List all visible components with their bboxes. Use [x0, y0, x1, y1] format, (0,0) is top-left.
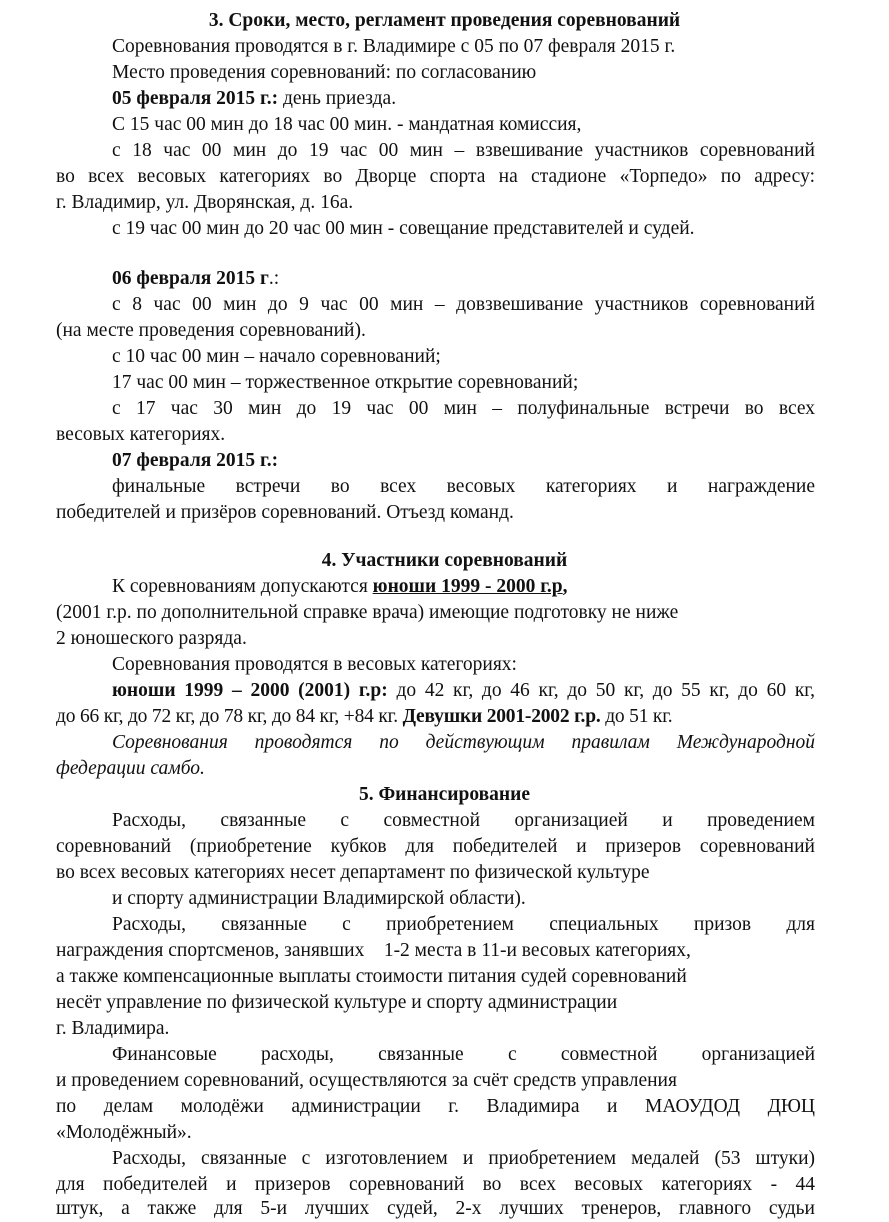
paragraph-line: для победителей и призеров соревнований во всех весовых категориях - 44 [56, 1174, 815, 1195]
paragraph-line: г. Владимир, ул. Дворянская, д. 16а. [56, 192, 354, 213]
date-label: 05 февраля 2015 г.: [112, 88, 279, 109]
paragraph-line: во всех весовых категориях несет департамент по физической культуре [56, 862, 650, 883]
date-line-feb-06 [112, 266, 279, 292]
rules-note-text: Соревнования проводятся по действующим правилам Международной [112, 732, 815, 753]
paragraph-line: (2001 г.р. по дополнительной справке врача) имеющие подготовку не ниже [56, 602, 679, 623]
paragraph-line: Финансовые расходы, связанные с совместной организацией [112, 1044, 815, 1065]
paragraph-line: соревнований (приобретение кубков для победителей и призеров соревнований [56, 836, 815, 857]
paragraph-text: до 42 кг, до 46 кг, до 50 кг, до 55 кг, до 60 кг, [387, 680, 815, 701]
paragraph-line: финальные встречи во всех весовых категориях и награждение [112, 476, 815, 497]
section-5-heading: 5. Финансирование [358, 784, 531, 805]
date-label: 07 февраля 2015 г.: [112, 450, 279, 471]
paragraph-line: 17 час 00 мин – торжественное открытие соревнований; [112, 372, 579, 393]
paragraph-line: штук, а также для 5-и лучших судей, 2-х лучших тренеров, главного судьи [56, 1198, 815, 1219]
paragraph-text: до 66 кг, до 72 кг, до 78 кг, до 84 кг, +84 кг. [56, 706, 403, 727]
paragraph-text: К соревнованиям допускаются [112, 576, 373, 597]
date-line-feb-07 [112, 448, 278, 474]
paragraph-line: Расходы, связанные с совместной организацией и проведением [112, 810, 815, 831]
paragraph-line: с 17 час 30 мин до 19 час 00 мин – полуфинальные встречи во всех [112, 398, 815, 419]
paragraph-line: а также компенсационные выплаты стоимости питания судей соревнований [56, 966, 687, 987]
weight-categories-line [112, 678, 815, 704]
paragraph-text: до 51 кг. [600, 706, 673, 727]
paragraph-line: с 8 час 00 мин до 9 час 00 мин – довзвешивание участников соревнований [112, 294, 815, 315]
paragraph-line: Соревнования проводятся в весовых категориях: [112, 654, 517, 675]
age-group-highlight: юноши 1999 - 2000 г.р [372, 576, 563, 597]
paragraph-text: .: [268, 268, 280, 289]
paragraph-text: день приезда. [278, 88, 397, 109]
paragraph-line [112, 574, 568, 600]
paragraph-line: (на месте проведения соревнований). [56, 320, 366, 341]
paragraph-line: и проведением соревнований, осуществляются за счёт средств управления [56, 1070, 677, 1091]
paragraph-text: , [562, 576, 568, 597]
weight-categories-line [56, 704, 672, 730]
paragraph-line: 2 юношеского разряда. [56, 628, 247, 649]
paragraph-line: с 10 час 00 мин – начало соревнований; [112, 346, 441, 367]
rules-note-text: федерации самбо. [56, 758, 205, 779]
paragraph-line: награждения спортсменов, занявших 1-2 места в 11-и весовых категориях, [56, 940, 691, 961]
section-4-heading: 4. Участники соревнований [321, 550, 568, 571]
date-line-feb-05 [112, 86, 396, 112]
paragraph-line: г. Владимира. [56, 1018, 170, 1039]
paragraph-line: во всех весовых категориях во Дворце спорта на стадионе «Торпедо» по адресу: [56, 166, 815, 187]
paragraph-line: Место проведения соревнований: по согласованию [112, 62, 537, 83]
age-group-label: юноши 1999 – 2000 (2001) г.р: [112, 680, 388, 701]
paragraph-line: Расходы, связанные с изготовлением и приобретением медалей (53 штуки) [112, 1148, 815, 1169]
paragraph-line: и спорту администрации Владимирской области). [112, 888, 526, 909]
paragraph-line: по делам молодёжи администрации г. Владимира и МАОУДОД ДЮЦ [56, 1096, 815, 1117]
paragraph-line: победителей и призёров соревнований. Отъезд команд. [56, 502, 514, 523]
paragraph-line: несёт управление по физической культуре и спорту администрации [56, 992, 618, 1013]
rules-note [56, 756, 205, 782]
girls-group-label: Девушки 2001-2002 г.р. [402, 706, 601, 727]
paragraph-line: «Молодёжный». [56, 1122, 192, 1143]
section-3-heading: 3. Сроки, место, регламент проведения соревнований [208, 10, 681, 31]
paragraph-line: весовых категориях. [56, 424, 226, 445]
rules-note [112, 730, 815, 756]
paragraph-line: с 18 час 00 мин до 19 час 00 мин – взвешивание участников соревнований [112, 140, 815, 161]
paragraph-line: Расходы, связанные с приобретением специальных призов для [112, 914, 815, 935]
paragraph-line: с 19 час 00 мин до 20 час 00 мин - совещание представителей и судей. [112, 218, 695, 239]
date-label: 06 февраля 2015 г [112, 268, 269, 289]
paragraph-line: Соревнования проводятся в г. Владимире с 05 по 07 февраля 2015 г. [112, 36, 676, 57]
paragraph-line: С 15 час 00 мин до 18 час 00 мин. - мандатная комиссия, [112, 114, 582, 135]
